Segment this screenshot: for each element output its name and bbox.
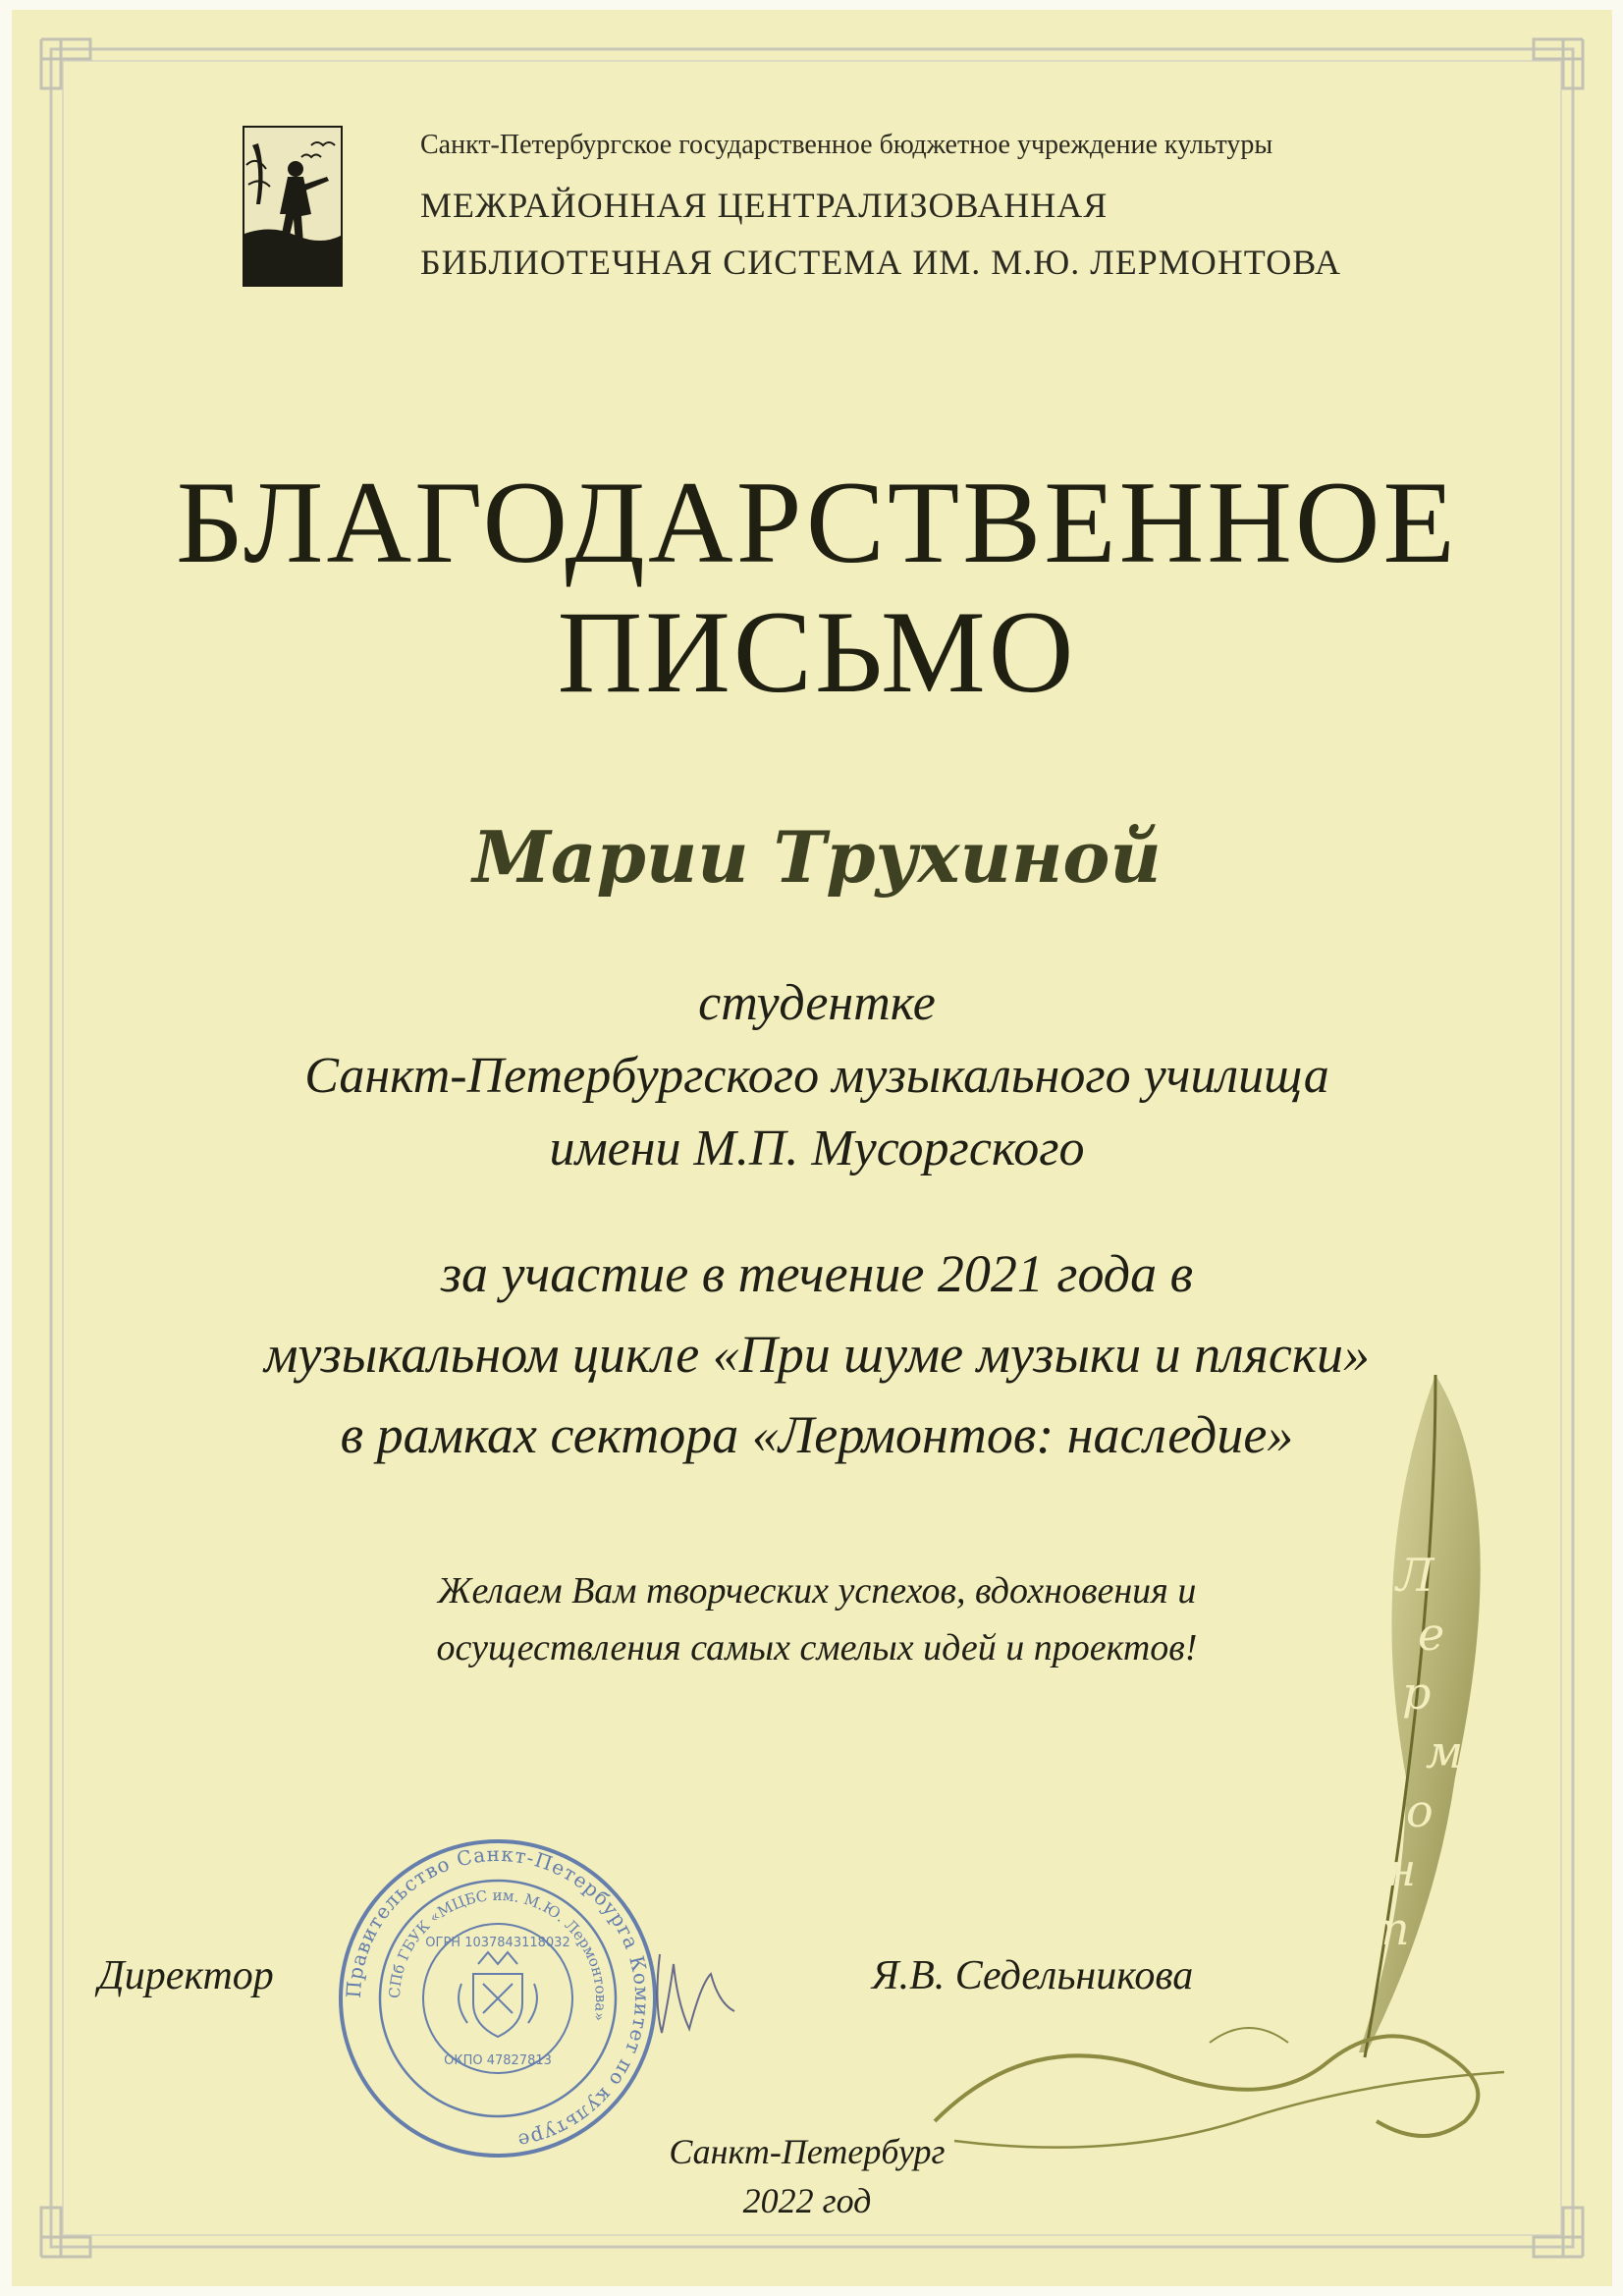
wish-line2: осуществления самых смелых идей и проектов! (436, 1627, 1198, 1668)
svg-text:н: н (1386, 1843, 1417, 1896)
document-title-line1: БЛАГОДАРСТВЕННОЕ (176, 457, 1458, 587)
organization-name-line1: МЕЖРАЙОННАЯ ЦЕНТРАЛИЗОВАННАЯ (420, 186, 1109, 225)
stamp-ogrn: ОГРН 1037843118032 (425, 1936, 570, 1950)
signatory-role: Директор (98, 1953, 274, 1998)
handwritten-signature (640, 1935, 748, 2052)
svg-text:т: т (1367, 1902, 1410, 1955)
recipient-role-line2: Санкт-Петербургского музыкального училища (304, 1048, 1329, 1104)
issue-year: 2022 год (742, 2181, 872, 2220)
stamp-okpo: ОКПО 47827813 (444, 2053, 552, 2068)
official-stamp (336, 1836, 660, 2160)
reason-line3: в рамках сектора «Лермонтов: наследие» (340, 1405, 1294, 1464)
svg-text:м: м (1426, 1725, 1464, 1778)
svg-text:е: е (1418, 1608, 1445, 1661)
recipient-role-line1: студентке (698, 975, 936, 1031)
coat-of-arms-icon (459, 1952, 537, 2037)
issue-city: Санкт-Петербург (669, 2132, 946, 2171)
svg-text:Л: Л (1396, 1549, 1434, 1602)
recipient-role-line3: имени М.П. Мусоргского (549, 1121, 1085, 1176)
document-title-line2: ПИСЬМО (557, 586, 1077, 717)
svg-text:СПб ГБУК «МЦБС им. М.Ю. Лермон (386, 1886, 610, 2023)
letter-sheet (12, 10, 1612, 2286)
recipient-name: Марии Трухиной (472, 815, 1162, 899)
reason-line1: за участие в течение 2021 года в (440, 1244, 1194, 1303)
wish-line1: Желаем Вам творческих успехов, вдохновения и (437, 1570, 1197, 1612)
signatory-name: Я.В. Седельникова (872, 1953, 1194, 1998)
quill-feather-icon (1288, 1365, 1543, 2092)
organization-name-line2: БИБЛИОТЕЧНАЯ СИСТЕМА ИМ. М.Ю. ЛЕРМОНТОВА (420, 243, 1341, 282)
stamp-outer-text: Правительство Санкт-Петербурга Комитет по культуре (341, 1841, 655, 2154)
reason-line2: музыкальном цикле «При шуме музыки и пляски» (263, 1325, 1371, 1384)
stamp-inner-text: СПб ГБУК «МЦБС им. М.Ю. Лермонтова» (385, 1886, 611, 2023)
svg-text:о: о (1406, 1784, 1434, 1837)
library-logo-silhouette-icon (243, 126, 343, 287)
svg-text:р: р (1402, 1667, 1432, 1720)
organization-type: Санкт-Петербургское государственное бюджетное учреждение культуры (420, 130, 1273, 160)
